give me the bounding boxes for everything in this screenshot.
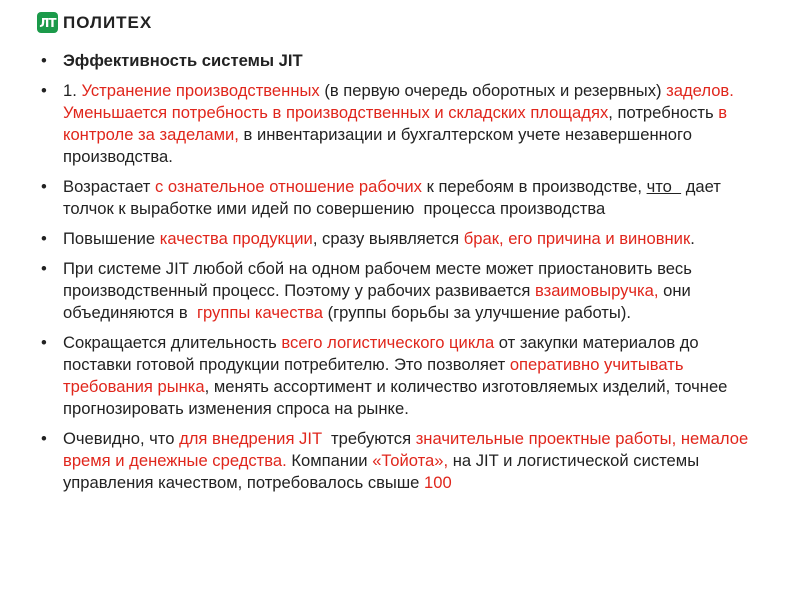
highlight-text: 100 — [424, 473, 452, 492]
highlight-text: значительные проектные работы, немалое время и денежные средства. — [63, 429, 753, 470]
highlight-text: «Тойота», — [372, 451, 449, 470]
highlight-text: для внедрения JIT — [179, 429, 322, 448]
body-text: При системе JIT любой сбой на одном рабочем месте может приостановить весь производственный процесс. Поэтому у рабочих развивается — [63, 259, 697, 300]
highlight-text: в контроле за заделами, — [63, 103, 732, 144]
highlight-text: качества продукции — [159, 229, 313, 248]
bullet-item — [38, 428, 758, 494]
body-text: к перебоям в производстве, — [421, 177, 647, 196]
body-text: в инвентаризации и бухгалтерском учете незавершенного производства. — [63, 125, 697, 166]
body-text: , сразу выявляется — [312, 229, 464, 248]
highlight-text: Устранение производственных — [81, 81, 320, 100]
body-text: от закупки материалов до поставки готовой продукции потребителю. Это позволяет — [63, 333, 704, 374]
highlight-text: оперативно учитывать требования рынка — [63, 355, 689, 396]
bullet-list — [38, 50, 758, 502]
body-text: они объединяются в — [63, 281, 696, 322]
highlight-text: заделов. Уменьшается потребность в производственных и складских площадях — [63, 81, 739, 122]
body-text: , менять ассортимент и количество изготовляемых изделий, точнее прогнозировать изменения спроса на рынке. — [63, 377, 733, 418]
body-text: Очевидно, что — [63, 429, 180, 448]
highlight-text: группы качества — [196, 303, 323, 322]
body-text: на JIT и логистической системы управления качеством, потребовалось свыше — [63, 451, 704, 492]
logo-mark-icon: ЛТ — [37, 12, 58, 33]
body-text: дает толчок к выработке ими идей по совершению процесса производства — [63, 177, 726, 218]
bullet-item — [38, 228, 758, 250]
bullet-item — [38, 332, 758, 420]
highlight-text: всего логистического цикла — [281, 333, 495, 352]
body-text: (группы борьбы за улучшение работы). — [322, 303, 631, 322]
body-text: (в первую очередь оборотных и резервных) — [319, 81, 667, 100]
body-text: Возрастает — [63, 177, 156, 196]
bullet-item — [38, 80, 758, 168]
body-text: что — [646, 177, 682, 196]
highlight-text: взаимовыручка, — [534, 281, 659, 300]
body-text: . — [690, 229, 695, 248]
bullet-heading — [38, 50, 758, 72]
highlight-text: брак, его причина и виновник — [463, 229, 691, 248]
highlight-text: с ознательное отношение рабочих — [155, 177, 422, 196]
body-text: Эффективность системы JIT — [63, 51, 303, 70]
body-text: требуются — [321, 429, 416, 448]
body-text: Сокращается длительность — [63, 333, 282, 352]
politech-logo — [37, 12, 152, 33]
body-text: Повышение — [63, 229, 160, 248]
logo-text: ПОЛИТЕХ — [63, 12, 153, 32]
body-text: Компании — [286, 451, 373, 470]
body-text: 1. — [63, 81, 82, 100]
bullet-item — [38, 258, 758, 324]
bullet-item — [38, 176, 758, 220]
body-text: , потребность — [608, 103, 719, 122]
